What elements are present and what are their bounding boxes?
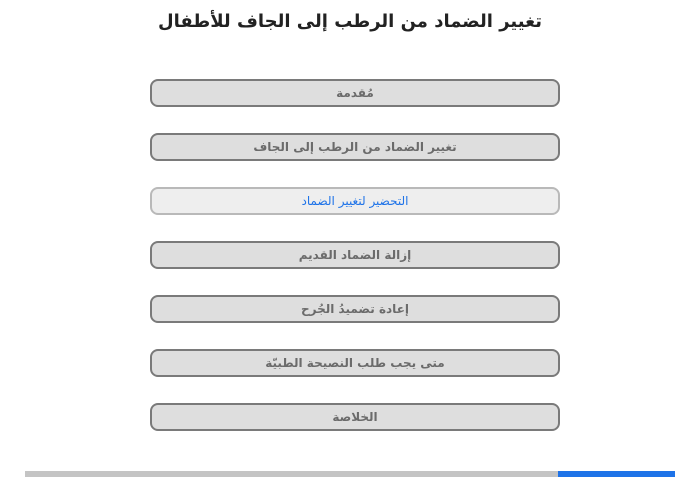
- menu-item-remove-old-dressing[interactable]: إزالة الضماد القديم: [150, 241, 560, 269]
- menu-item-preparation[interactable]: التحضير لتغيير الضماد: [150, 187, 560, 215]
- menu-item-summary[interactable]: الخلاصة: [150, 403, 560, 431]
- menu-item-when-to-seek-advice[interactable]: متى يجب طلب النصيحة الطبيّة: [150, 349, 560, 377]
- chapter-menu: [150, 79, 560, 457]
- page-title: تغيير الضماد من الرطب إلى الجاف للأطفال: [157, 11, 543, 32]
- menu-item-introduction[interactable]: مُقدمة: [150, 79, 560, 107]
- progress-bar-fill: [558, 471, 675, 477]
- menu-item-redress-wound[interactable]: إعادة تضميدُ الجُرح: [150, 295, 560, 323]
- menu-item-wet-to-dry[interactable]: تغيير الضماد من الرطب إلى الجاف: [150, 133, 560, 161]
- progress-bar: [25, 471, 675, 477]
